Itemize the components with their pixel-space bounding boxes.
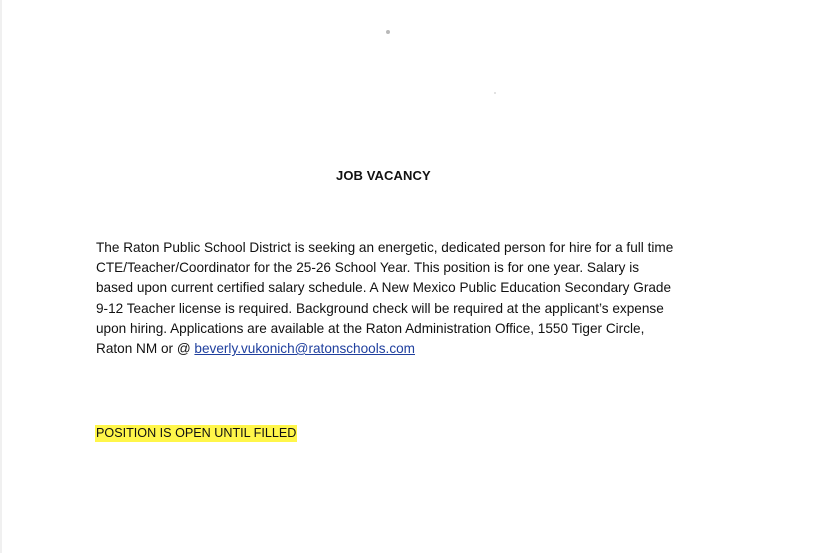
description-line: based upon current certified salary schedule. A New Mexico Public Education Secondary Grade xyxy=(96,280,672,296)
contact-prefix: Raton NM or @ xyxy=(96,341,195,357)
description-line: CTE/Teacher/Coordinator for the 25-26 School Year. This position is for one year. Salary is xyxy=(96,260,640,276)
page-title: JOB VACANCY xyxy=(336,168,431,183)
scan-speck xyxy=(494,92,496,94)
vacancy-description xyxy=(96,238,736,359)
description-line: The Raton Public School District is seeking an energetic, dedicated person for hire for a full time xyxy=(96,240,674,255)
description-line: upon hiring. Applications are available at the Raton Administration Office, 1550 Tiger Circle, xyxy=(96,320,645,336)
scan-speck xyxy=(386,30,390,34)
scan-edge xyxy=(0,0,2,553)
contact-email-link[interactable]: beverly.vukonich@ratonschools.com xyxy=(194,341,415,357)
open-until-filled-notice: POSITION IS OPEN UNTIL FILLED xyxy=(96,426,297,440)
description-line: 9-12 Teacher license is required. Background check will be required at the applicant’s expense xyxy=(96,300,664,316)
description-line-contact xyxy=(96,339,736,359)
